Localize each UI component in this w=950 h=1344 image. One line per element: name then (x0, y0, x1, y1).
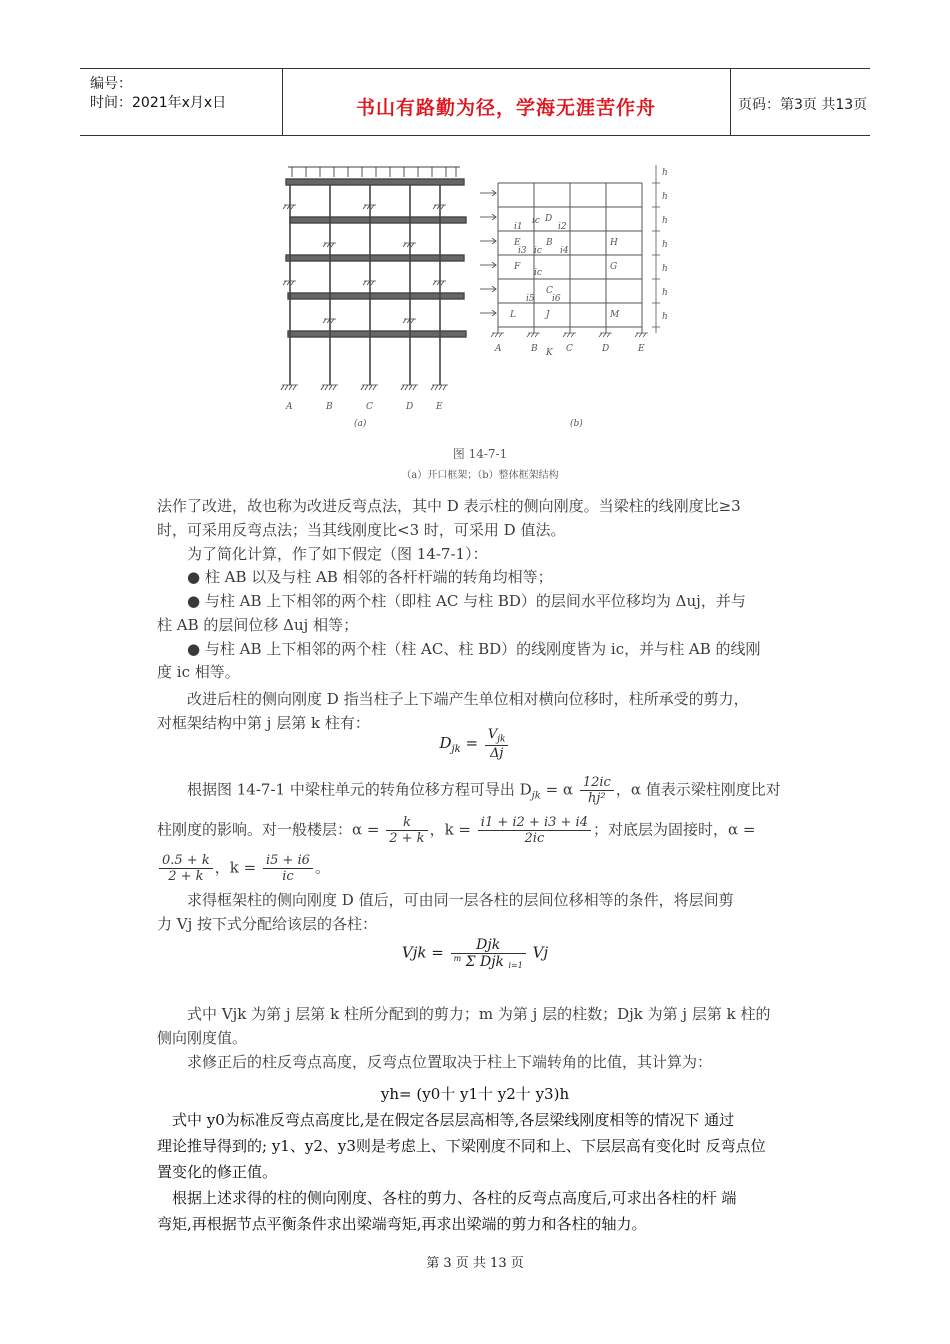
base-label: D (602, 344, 610, 354)
base-label: K (546, 348, 553, 358)
story-height-label: h (662, 216, 668, 226)
node-label: B (546, 238, 553, 248)
paragraph-line: 弯矩,再根据节点平衡条件求出梁端弯矩,再求出梁端的剪力和各柱的轴力。 (157, 1215, 647, 1233)
page-footer: 第 3 页 共 13 页 (426, 1256, 524, 1271)
stiffness-label: ic (534, 246, 542, 256)
stiffness-label: i3 (518, 246, 527, 256)
paragraph-line: $\frac{0.5 + k}{2 + k}$ ，k = $\frac{i5 + i6}{ic}$ 。 (157, 853, 330, 884)
subfigure-label-b: (b) (570, 419, 583, 429)
node-label: F (514, 262, 521, 272)
frame-diagram (270, 155, 690, 440)
paragraph-line: 置变化的修正值。 (157, 1163, 278, 1181)
column-label-a: A (286, 402, 293, 412)
figure-subcaption: （a）开口框架；（b）整体框架结构 (401, 470, 559, 481)
document-date: 时间：2021年x月x日 (90, 95, 227, 111)
header-page-info: 页码：第3页 共13页 (738, 97, 868, 113)
stiffness-label: i6 (552, 294, 561, 304)
paragraph-line: 求修正后的柱反弯点高度，反弯点位置取决于柱上下端转角的比值，其计算为： (187, 1053, 713, 1071)
bullet-item: ● 与柱 AB 上下相邻的两个柱（即柱 AC 与柱 BD）的层间水平位移均为 Δuj，并与 (187, 592, 746, 610)
page-header (80, 68, 870, 136)
paragraph-line: 求得框架柱的侧向刚度 D 值后，可由同一层各柱的层间位移相等的条件，将层间剪 (187, 891, 734, 909)
figure-caption: 图 14-7-1 (452, 447, 508, 461)
paragraph-line: 式中 Vjk 为第 j 层第 k 柱所分配到的剪力；m 为第 j 层的柱数；Djk 为第 j 层第 k 柱的 (187, 1005, 771, 1023)
node-label: G (610, 262, 618, 272)
header-page-cell (730, 69, 870, 135)
node-label: C (546, 286, 553, 296)
equation-stiffness: $D_{jk}$ = $\frac{V_{jk}}{\Delta j}$ (0, 727, 950, 761)
integral-frame-diagram (480, 165, 660, 337)
figure-14-7-1 (270, 155, 690, 485)
subfigure-label-a: (a) (354, 419, 367, 429)
base-label: E (638, 344, 645, 354)
base-label: A (495, 344, 502, 354)
bullet-item: ● 与柱 AB 上下相邻的两个柱（柱 AC、柱 BD）的线刚度皆为 ic，并与柱 AB 的线刚 (187, 640, 761, 658)
header-motto: 书山有路勤为径，学海无涯苦作舟 (355, 97, 656, 119)
equation-inflection-height: yh= (y0十 y1十 y2十 y3)h (380, 1085, 570, 1103)
open-frame-diagram (281, 167, 466, 390)
paragraph-line: 法作了改进，故也称为改进反弯点法，其中 D 表示柱的侧向刚度。当梁柱的线刚度比≥3 (157, 497, 741, 515)
column-label-e: E (436, 402, 443, 412)
stiffness-label: ic (532, 216, 540, 226)
story-height-label: h (662, 264, 668, 274)
integral-frame-stiffness-labels (514, 216, 569, 304)
stiffness-label: i5 (526, 294, 535, 304)
paragraph-line: 对框架结构中第 j 层第 k 柱有： (157, 714, 370, 732)
column-label-d: D (406, 402, 414, 412)
story-height-labels (662, 168, 668, 322)
story-height-label: h (662, 312, 668, 322)
stiffness-label: i1 (514, 222, 523, 232)
stiffness-label: i4 (560, 246, 569, 256)
column-label-b: B (326, 402, 333, 412)
paragraph-line: 时，可采用反弯点法；当其线刚度比<3 时，可采用 D 值法。 (157, 521, 566, 539)
story-height-label: h (662, 240, 668, 250)
bullet-item-continuation: 度 ic 相等。 (157, 663, 240, 681)
story-height-label: h (662, 192, 668, 202)
document-number-label: 编号： (90, 76, 132, 92)
paragraph-line: 根据图 14-7-1 中梁柱单元的转角位移方程可导出 $D_{jk} = \alpha$ $\frac{12ic}{\text{hj²}}$ ，α 值表示梁柱刚度比对 (187, 775, 781, 806)
open-frame-column-labels (285, 402, 443, 412)
header-meta-cell (80, 69, 283, 135)
equation-shear-distribution: Vjk = $\frac{\text{Djk}}{^m \Sigma Djk i=1}$ Vj (401, 937, 549, 970)
node-label: E (514, 238, 521, 248)
paragraph-line: 根据上述求得的柱的侧向刚度、各柱的剪力、各柱的反弯点高度后,可求出各柱的杆 端 (172, 1189, 737, 1207)
paragraph-line: 式中 y0为标准反弯点高度比,是在假定各层层高相等,各层梁线刚度相等的情况下 通过 (172, 1111, 735, 1129)
column-label-c: C (366, 402, 373, 412)
paragraph-line: 力 Vj 按下式分配给该层的各柱： (157, 915, 378, 933)
paragraph-line: 柱刚度的影响。对一般楼层：α = $\frac{k}{2 + k}$ ，k = $\frac{i1 + i2 + i3 + i4}{2ic}$ ；对底层为固接时，α = (157, 815, 756, 846)
node-label: J (546, 310, 550, 320)
story-height-label: h (662, 288, 668, 298)
paragraph-line: 改进后柱的侧向刚度 D 指当柱子上下端产生单位相对横向位移时，柱所承受的剪力， (187, 690, 749, 708)
story-height-label: h (662, 168, 668, 178)
paragraph-line: 理论推导得到的; y1、y2、y3则是考虑上、下梁刚度不同和上、下层层高有变化时 反弯点位 (157, 1137, 766, 1155)
header-motto-cell (282, 69, 731, 135)
base-label: B (531, 344, 538, 354)
bullet-item: ● 柱 AB 以及与柱 AB 相邻的各杆杆端的转角均相等； (187, 568, 553, 586)
stiffness-label: ic (534, 268, 542, 278)
node-label: D (545, 214, 553, 224)
base-label: C (566, 344, 573, 354)
node-label: L (510, 310, 516, 320)
paragraph-line: 为了简化计算，作了如下假定（图 14-7-1）： (187, 545, 488, 563)
stiffness-label: i2 (558, 222, 567, 232)
bullet-item-continuation: 柱 AB 的层间位移 Δuj 相等； (157, 616, 359, 634)
paragraph-line: 侧向刚度值。 (157, 1029, 248, 1047)
node-label: H (610, 238, 618, 248)
node-label: M (610, 310, 620, 320)
integral-frame-base-labels (494, 344, 645, 358)
